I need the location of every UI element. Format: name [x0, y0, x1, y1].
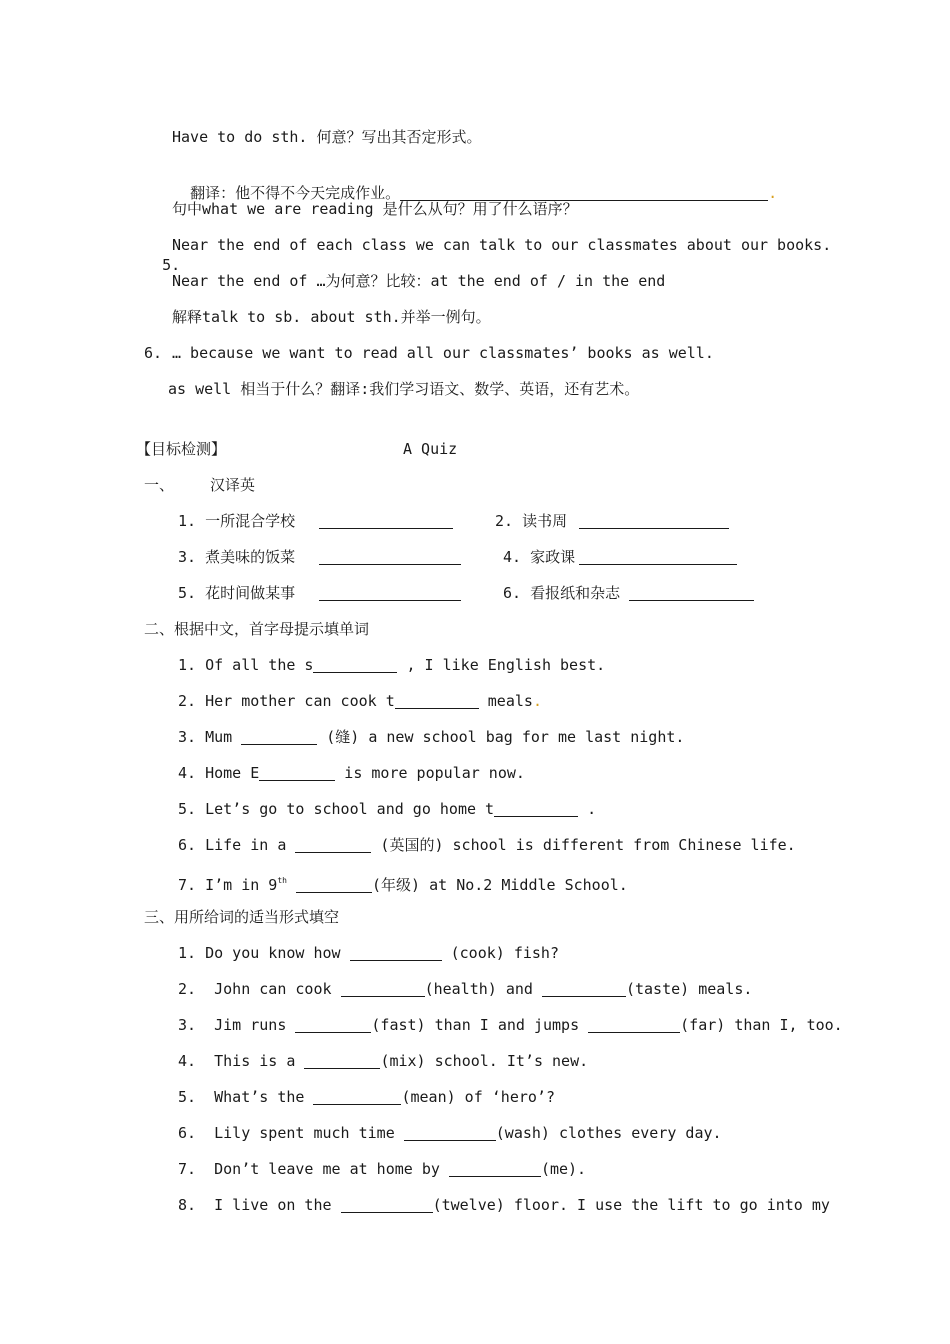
question-line: 句中what we are reading 是什么从句？用了什么语序？	[172, 200, 578, 218]
answer-blank[interactable]	[313, 656, 397, 673]
quiz-item	[178, 799, 596, 819]
answer-blank[interactable]	[295, 1016, 371, 1033]
question-line: Have to do sth. 何意？写出其否定形式。	[172, 128, 482, 146]
answer-blank[interactable]	[629, 584, 754, 601]
quiz-item	[178, 691, 542, 711]
item-text: (me).	[540, 1160, 587, 1178]
item-text: 5. What’s the	[178, 1088, 314, 1106]
item-text: 2. John can cook	[178, 980, 341, 998]
quiz-item: 3. 煮美味的饭菜	[178, 548, 296, 566]
answer-blank[interactable]	[304, 1052, 380, 1069]
answer-blank[interactable]	[295, 836, 371, 853]
answer-blank[interactable]	[319, 548, 461, 565]
quiz-item	[178, 1087, 555, 1107]
section-number: 一、	[144, 476, 175, 494]
answer-blank[interactable]	[296, 876, 372, 893]
quiz-item	[178, 835, 796, 855]
question-line: 解释talk to sb. about sth.并举一例句。	[172, 308, 491, 326]
item-text: (taste) meals.	[625, 980, 753, 998]
question-line: Near the end of each class we can talk to our classmates about our books.	[172, 236, 832, 254]
item-text: (年级) at No.2 Middle School.	[372, 876, 628, 894]
item-text: .	[578, 800, 597, 818]
item-text: 7. I’m in 9	[178, 876, 278, 894]
quiz-item	[178, 1051, 588, 1071]
answer-blank[interactable]	[319, 512, 453, 529]
answer-blank[interactable]	[313, 1088, 401, 1105]
answer-blank[interactable]	[241, 728, 317, 745]
answer-blank[interactable]	[494, 800, 578, 817]
item-text: 6. Lily spent much time	[178, 1124, 404, 1142]
question-line: … because we want to read all our classmates’ books as well.	[172, 344, 714, 362]
quiz-item	[178, 1195, 830, 1215]
item-text: (health) and	[424, 980, 542, 998]
item-text: 4. This is a	[178, 1052, 305, 1070]
quiz-item: 4. 家政课	[503, 548, 576, 566]
quiz-item	[178, 763, 525, 783]
item-text: 4. Home E	[178, 764, 260, 782]
section-title: 汉译英	[210, 476, 256, 494]
item-text: (mean) of ‘hero’?	[401, 1088, 555, 1106]
item-text: 1. Of all the s	[178, 656, 314, 674]
answer-blank[interactable]	[404, 1124, 496, 1141]
answer-blank-wrap	[579, 547, 737, 567]
answer-blank[interactable]	[588, 1016, 680, 1033]
answer-blank[interactable]	[341, 980, 425, 997]
item-text: (cook) fish?	[441, 944, 559, 962]
question-line: Near the end of …为何意？比较：at the end of / in the end	[172, 272, 666, 290]
answer-blank-wrap	[579, 511, 729, 531]
answer-blank[interactable]	[350, 944, 442, 961]
quiz-item	[178, 979, 752, 999]
quiz-item: 2. 读书周	[495, 512, 568, 530]
item-text: 1. Do you know how	[178, 944, 350, 962]
quiz-item	[178, 943, 559, 963]
section-heading: 【目标检测】	[136, 440, 227, 458]
item-text: 6. Life in a	[178, 836, 296, 854]
superscript: th	[277, 876, 287, 885]
quiz-item: 5. 花时间做某事	[178, 584, 296, 602]
quiz-item	[178, 727, 684, 747]
item-text: 7. Don’t leave me at home by	[178, 1160, 449, 1178]
quiz-item	[178, 1159, 586, 1179]
item-text: (far) than I, too.	[680, 1016, 843, 1034]
question-line: as well 相当于什么？翻译:我们学习语文、数学、英语，还有艺术。	[168, 380, 640, 398]
answer-blank[interactable]	[579, 548, 737, 565]
answer-blank-wrap	[319, 583, 461, 603]
item-text: (英国的) school is different from Chinese life.	[371, 836, 796, 854]
item-text: is more popular now.	[335, 764, 525, 782]
item-text: 3. Mum	[178, 728, 242, 746]
answer-blank[interactable]	[341, 1196, 433, 1213]
answer-blank[interactable]	[579, 512, 729, 529]
item-text: 3. Jim runs	[178, 1016, 296, 1034]
answer-blank-wrap	[629, 583, 754, 603]
quiz-item: 1. 一所混合学校	[178, 512, 296, 530]
question-number: 5.	[162, 256, 181, 274]
item-text: (mix) school. It’s new.	[380, 1052, 589, 1070]
question-number: 6.	[144, 344, 163, 362]
answer-blank[interactable]	[542, 980, 626, 997]
answer-blank[interactable]	[319, 584, 461, 601]
quiz-item	[178, 1015, 843, 1035]
quiz-item: 6. 看报纸和杂志	[503, 584, 621, 602]
item-text: , I like English best.	[397, 656, 606, 674]
translate-prompt: 翻译：他不得不今天完成作业。	[190, 184, 401, 202]
quiz-item	[178, 871, 628, 895]
mark: .	[532, 692, 542, 710]
quiz-item	[178, 655, 605, 675]
mark: .	[768, 184, 778, 202]
item-text: (fast) than I and jumps	[371, 1016, 589, 1034]
item-text: 5. Let’s go to school and go home t	[178, 800, 495, 818]
answer-blank-wrap	[319, 511, 453, 531]
item-text: 2. Her mother can cook t	[178, 692, 395, 710]
quiz-item	[178, 1123, 722, 1143]
quiz-title: A Quiz	[403, 440, 458, 458]
item-text: meals	[478, 692, 533, 710]
item-text: (缝) a new school bag for me last night.	[317, 728, 685, 746]
question-line	[172, 163, 777, 203]
item-text: (twelve) floor. I use the lift to go into my	[432, 1196, 830, 1214]
section-title: 二、根据中文，首字母提示填单词	[144, 620, 370, 638]
section-title: 三、用所给词的适当形式填空	[144, 908, 340, 926]
answer-blank-wrap	[319, 547, 461, 567]
item-text: (wash) clothes every day.	[495, 1124, 722, 1142]
item-text: 8. I live on the	[178, 1196, 341, 1214]
answer-blank[interactable]	[259, 764, 335, 781]
answer-blank[interactable]	[395, 692, 479, 709]
answer-blank[interactable]	[449, 1160, 541, 1177]
